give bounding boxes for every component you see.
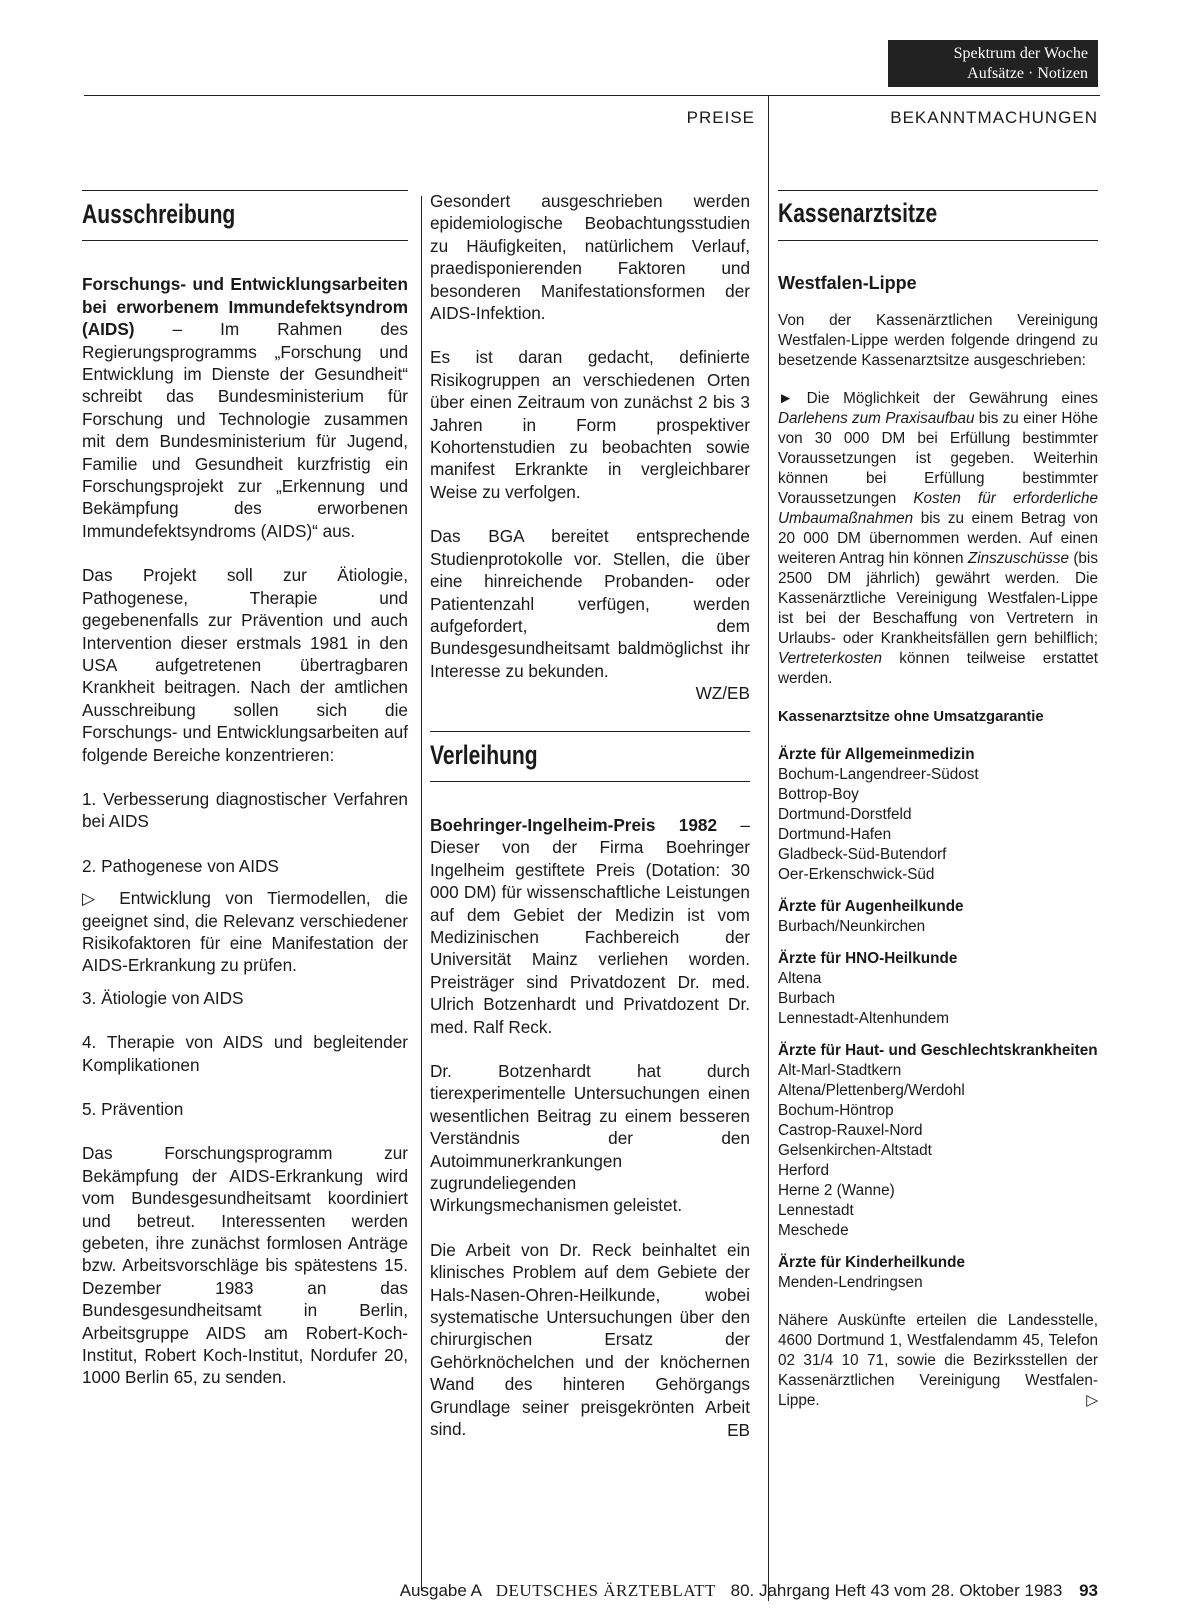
heading-box (430, 731, 750, 782)
list-title: Kassenarztsitze ohne Umsatzgarantie (778, 709, 1044, 725)
paragraph-lead (430, 814, 750, 1038)
text: ► Die Möglichkeit der Gewährung eines (778, 390, 1098, 407)
list-item: Altena/Plettenberg/Werdohl (778, 1082, 965, 1099)
subheading-westfalen-lippe: Westfalen-Lippe (778, 273, 917, 293)
list-item: ▷ Entwicklung von Tiermodellen, die geeignet sind, die Relevanz verschiedener Risikofaktoren für eine Manifestation der AIDS-Erkrankung zu prüfen. (82, 888, 408, 976)
list-item: Herford (778, 1162, 830, 1179)
group-title: Ärzte für HNO-Heilkunde (778, 950, 958, 967)
list-item: Herne 2 (Wanne) (778, 1182, 895, 1199)
lead-text: – Dieser von der Firma Boehringer Ingelheim gestiftete Preis (Dotation: 30 000 DM) für wissenschaftliche Leistungen auf dem Gebiet der Medizin ist vom Medizinischen Fachbereich der Universität Mainz verliehen worden. Preisträger sind Privatdozent Dr. med. Ulrich Botzenhardt und Privatdozent Dr. med. Ralf Reck. (430, 814, 750, 1037)
list-item: 5. Prävention (82, 1099, 184, 1119)
text: können teilweise erstattet werden. (778, 650, 1098, 687)
group-title: Ärzte für Allgemeinmedizin (778, 746, 975, 763)
list-item: Gelsenkirchen-Altstadt (778, 1142, 932, 1159)
list-item: Meschede (778, 1222, 849, 1239)
heading-kassenarztsitze: Kassenarztsitze (778, 198, 938, 228)
continue-arrow-icon: ▷ (1086, 1392, 1098, 1409)
column-bekanntmachungen (778, 190, 1098, 1429)
heading-ausschreibung: Ausschreibung (82, 199, 236, 229)
footer-journal: DEUTSCHES ÄRZTEBLATT (495, 1581, 716, 1600)
list-item: Castrop-Rauxel-Nord (778, 1122, 923, 1139)
column-divider-right (768, 95, 769, 1601)
list-group (778, 1253, 1098, 1293)
section-label-bekanntmachungen: BEKANNTMACHUNGEN (890, 108, 1098, 127)
list-group (778, 745, 1098, 885)
paragraph: Von der Kassenärztlichen Vereinigung Westfalen-Lippe werden folgende dringend zu besetzende Kassenarztsitze ausgeschrieben: (778, 312, 1098, 369)
closing-text: Nähere Auskünfte erteilen die Landesstelle, 4600 Dortmund 1, Westfalendamm 45, Telefon 02 31/4 10 71, sowie die Bezirksstellen der Kassenärztlichen Vereinigung Westfalen-Lippe. (778, 1312, 1098, 1409)
list-item: Lennestadt (778, 1202, 854, 1219)
text: (bis 2500 DM jährlich) gewährt werden. Die Kassenärztliche Vereinigung Westfalen-Lippe ist bei der Beschaffung von Vertretern in Urlaubs- oder Krankheitsfällen gern behilflich; (778, 550, 1098, 647)
paragraph: Die Arbeit von Dr. Reck beinhaltet ein klinisches Problem auf dem Gebiete der Hals-Nasen-Ohren-Heilkunde, wobei systematische Untersuchungen über den chirurgischen Ersatz der Gehörknöchelchen und der knöchernen Wand des hinteren Gehörgangs Grundlage seiner preisgekrönten Arbeit sind. (430, 1239, 750, 1440)
footer-issue: 80. Jahrgang Heft 43 vom 28. Oktober 1983 (730, 1581, 1063, 1600)
top-rule (84, 95, 1100, 96)
list-item: Alt-Marl-Stadtkern (778, 1062, 902, 1079)
page-footer (250, 1581, 1098, 1601)
lead-bold: Forschungs- und Entwicklungsarbeiten bei erworbenem Immundefektsyndrom (AIDS) (82, 274, 408, 340)
list-item: 3. Ätiologie von AIDS (82, 987, 244, 1008)
text: bis zu einem Betrag von 20 000 DM übernommen werden. Auf einen weiteren Antrag hin können (778, 510, 1098, 567)
section-label-preise: PREISE (686, 108, 755, 127)
paragraph: Gesondert ausgeschrieben werden epidemiologische Beobachtungsstudien zu Häufigkeiten, natürlichem Verlauf, praedisponierenden Faktoren und besonderen Manifestationsformen der AIDS-Infektion. (430, 191, 750, 324)
paragraph: Das BGA bereitet entsprechende Studienprotokolle vor. Stellen, die über eine hinreichende Probanden- oder Patientenzahl verfügen, werden aufgefordert, dem Bundesgesundheitsamt baldmöglichst ihr Interesse zu bekunden. (430, 526, 750, 681)
group-title: Ärzte für Kinderheilkunde (778, 1254, 965, 1271)
signature: WZ/EB (695, 683, 750, 704)
list-item: Altena (778, 970, 822, 987)
heading-box (778, 190, 1098, 241)
heading-verleihung: Verleihung (430, 739, 538, 770)
badge-line-2: Aufsätze · Notizen (967, 65, 1088, 82)
list-item: 4. Therapie von AIDS und begleitender Komplikationen (82, 1032, 408, 1075)
paragraph-lead (82, 273, 408, 542)
list-item: Menden-Lendringsen (778, 1274, 923, 1291)
group-title: Ärzte für Haut- und Geschlechtskrankheiten (778, 1042, 1098, 1059)
signature: EB (727, 1419, 750, 1440)
list-item: Dortmund-Dorstfeld (778, 806, 912, 823)
list-group (778, 1041, 1098, 1241)
list-item: Burbach/Neunkirchen (778, 918, 926, 935)
lead-bold: Boehringer-Ingelheim-Preis 1982 (430, 814, 718, 835)
list-item: Bochum-Höntrop (778, 1102, 894, 1119)
list-group (778, 949, 1098, 1029)
italic-text: Darlehens zum Praxisaufbau (778, 410, 975, 427)
paragraph: Dr. Botzenhardt hat durch tierexperimentelle Untersuchungen einen wesentlichen Beitrag zu einem besseren Verständnis der den Autoimmunerkrankungen zugrundeliegenden Wirkungsmechanismen geleistet. (430, 1061, 750, 1216)
badge-line-1: Spektrum der Woche (953, 45, 1088, 62)
column-preise (430, 190, 750, 1441)
paragraph (778, 389, 1098, 689)
column-ausschreibung (82, 190, 408, 1411)
italic-text: Zinszuschüsse (967, 550, 1070, 567)
lead-text: – Im Rahmen des Regierungsprogramms „Forschung und Entwicklung im Dienste der Gesundheit“ schreibt das Bundesministerium für Forschung und Technologie zusammen mit dem Bundesministerium für Jugend, Familie und Gesundheit kurzfristig ein Forschungsprojekt zur „Erkennung und Bekämpfung des erworbenen Immundefektsyndroms (AIDS)“ aus. (82, 319, 408, 541)
list-item: Bottrop-Boy (778, 786, 859, 803)
list-item: 2. Pathogenese von AIDS (82, 855, 279, 876)
list-item: 1. Verbesserung diagnostischer Verfahren bei AIDS (82, 788, 408, 832)
italic-text: Vertreterkosten (778, 650, 883, 667)
paragraph: Das Projekt soll zur Ätiologie, Pathogenese, Therapie und gegebenenfalls zur Prävention und auch Intervention dieser erstmals 1981 in den USA aufgetretenen übertragbaren Krankheit beitragen. Nach der amtlichen Ausschreibung sollen sich die Forschungs- und Entwicklungsarbeiten auf folgende Bereiche konzentrieren: (82, 565, 408, 765)
list-item: Bochum-Langendreer-Südost (778, 766, 979, 783)
list-item: Burbach (778, 990, 835, 1007)
heading-box (82, 190, 408, 241)
list-item: Dortmund-Hafen (778, 826, 892, 843)
italic-text: Kosten für erforderliche Umbaumaßnahmen (778, 490, 1098, 527)
list-item: Oer-Erkenschwick-Süd (778, 866, 935, 883)
column-divider-left (421, 196, 422, 1591)
paragraph-closing (778, 1311, 1098, 1411)
section-badge (888, 40, 1098, 87)
list-group (778, 897, 1098, 937)
list-item: Lennestadt-Altenhundem (778, 1010, 949, 1027)
paragraph: Das Forschungsprogramm zur Bekämpfung der AIDS-Erkrankung wird vom Bundesgesundheitsamt koordiniert und betreut. Interessenten werden gebeten, ihre zunächst formlosen Anträge bzw. Arbeitsvorschläge bis spätestens 15. Dezember 1983 an das Bundesgesundheitsamt in Berlin, Arbeitsgruppe AIDS am Robert-Koch-Institut, Robert Koch-Institut, Nordufer 20, 1000 Berlin 65, zu senden. (82, 1143, 408, 1388)
text: bis zu einer Höhe von 30 000 DM bei Erfüllung bestimmter Voraussetzungen ist gegeben. Weiterhin können bei Erfüllung bestimmter Voraussetzungen (778, 410, 1098, 507)
footer-edition: Ausgabe A (399, 1581, 482, 1600)
paragraph: Es ist daran gedacht, definierte Risikogruppen an verschiedenen Orten über einen Zeitraum von zunächst 2 bis 3 Jahren in Form prospektiver Kohortenstudien zu beobachten sowie manifest Erkrankte in vergleichbarer Weise zu verfolgen. (430, 347, 750, 502)
group-title: Ärzte für Augenheilkunde (778, 898, 964, 915)
list-item: Gladbeck-Süd-Butendorf (778, 846, 947, 863)
page-number: 93 (1079, 1581, 1098, 1600)
